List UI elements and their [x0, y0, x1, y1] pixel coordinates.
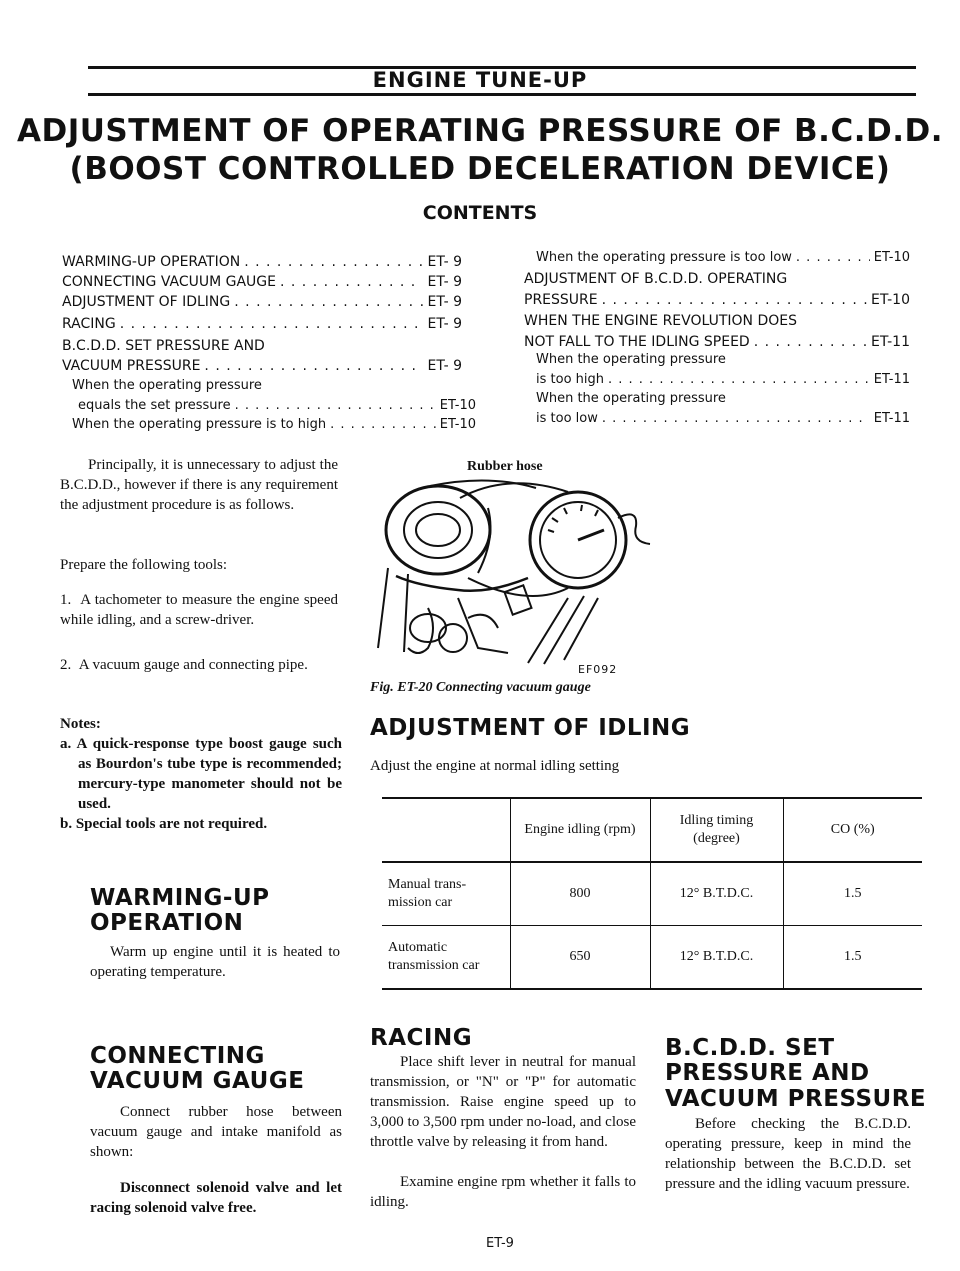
idling-spec-table	[382, 797, 922, 990]
table-row	[382, 926, 922, 990]
toc-item[interactable]: When the operating pressure is to high . . . ET-10	[72, 417, 476, 432]
toc-item[interactable]: ADJUSTMENT OF IDLING . . . ET- 9	[62, 294, 462, 310]
table-cell: 12° B.T.D.C.	[650, 926, 783, 990]
toc-item[interactable]: B.C.D.D. SET PRESSURE AND	[62, 338, 265, 354]
page-number: ET-9	[486, 1236, 514, 1251]
note-a: a. A quick-response type boost gauge such as Bourdon's tube type is recommended; mercury-type manometer should not be used.	[60, 736, 342, 812]
idling-heading: ADJUSTMENT OF IDLING	[370, 715, 691, 741]
prepare-tools-text: Prepare the following tools:	[60, 557, 228, 573]
table-cell: 800	[510, 862, 650, 926]
toc-item[interactable]: When the operating pressure	[536, 352, 726, 367]
tool-item-2: 2. A vacuum gauge and connecting pipe.	[60, 657, 308, 673]
toc-item[interactable]: equals the set pressure . . . ET-10	[78, 398, 476, 413]
figure-label-rubber-hose: Rubber hose	[467, 459, 543, 474]
figure-caption: Fig. ET-20 Connecting vacuum gauge	[370, 680, 591, 695]
note-b: b. Special tools are not required.	[60, 816, 268, 832]
table-cell: 12° B.T.D.C.	[650, 862, 783, 926]
table-cell: 1.5	[783, 926, 922, 990]
idling-text: Adjust the engine at normal idling setting	[370, 758, 620, 774]
page-title-line-1: ADJUSTMENT OF OPERATING PRESSURE OF B.C.D.D.	[16, 113, 943, 149]
toc-item[interactable]: PRESSURE . . . ET-10	[524, 292, 910, 308]
table-header-cell	[382, 798, 510, 862]
table-row	[382, 862, 922, 926]
toc-item[interactable]: WARMING-UP OPERATION . . . ET- 9	[62, 254, 462, 270]
table-cell: 1.5	[783, 862, 922, 926]
table-header-row	[382, 798, 922, 862]
racing-text-2: Examine engine rpm whether it falls to idling.	[370, 1174, 636, 1210]
table-cell: 650	[510, 926, 650, 990]
warming-up-heading: WARMING-UP OPERATION	[90, 885, 270, 937]
table-cell: Automatic transmission car	[382, 926, 510, 990]
contents-heading: CONTENTS	[422, 202, 538, 224]
racing-text: Place shift lever in neutral for manual transmission, or "N" or "P" for automatic transmission. Raise engine speed up to 3,000 to 3,500 rpm under no-load, and close throttle valve by releasing it from hand.	[370, 1054, 636, 1150]
toc-item[interactable]: CONNECTING VACUUM GAUGE . . . ET- 9	[62, 274, 462, 290]
page-title-line-2: (BOOST CONTROLLED DECELERATION DEVICE)	[69, 151, 891, 187]
toc-item[interactable]: NOT FALL TO THE IDLING SPEED . . . ET-11	[524, 334, 910, 350]
toc-item[interactable]: is too low . . . ET-11	[536, 411, 910, 426]
toc-item[interactable]: RACING . . . ET- 9	[62, 316, 462, 332]
figure-code: EF092	[578, 663, 618, 676]
racing-heading: RACING	[370, 1025, 473, 1051]
toc-item[interactable]: VACUUM PRESSURE . . . ET- 9	[62, 358, 462, 374]
toc-item[interactable]: is too high . . . ET-11	[536, 372, 910, 387]
page-title	[0, 112, 960, 188]
toc-item[interactable]: When the operating pressure is too low . . . ET-10	[536, 250, 910, 265]
toc-item[interactable]: WHEN THE ENGINE REVOLUTION DOES	[524, 313, 798, 329]
toc-item[interactable]: ADJUSTMENT OF B.C.D.D. OPERATING	[524, 271, 788, 287]
vacuum-gauge-illustration	[368, 478, 668, 668]
intro-paragraph: Principally, it is unnecessary to adjust the B.C.D.D., however if there is any requirement the adjustment procedure is as follows.	[60, 457, 338, 513]
connecting-heading: CONNECTING VACUUM GAUGE	[90, 1043, 305, 1095]
connecting-note: Disconnect solenoid valve and let racing solenoid valve free.	[90, 1180, 342, 1216]
header-bottom-rule	[88, 93, 916, 96]
table-header-cell: Idling timing (degree)	[650, 798, 783, 862]
table-cell: Manual trans-mission car	[382, 862, 510, 926]
bcdd-set-heading: B.C.D.D. SET PRESSURE AND VACUUM PRESSURE	[665, 1035, 927, 1112]
tool-item-1: 1. A tachometer to measure the engine speed while idling, and a screw-driver.	[60, 592, 338, 628]
section-header: ENGINE TUNE-UP	[372, 68, 588, 92]
warming-up-text: Warm up engine until it is heated to operating temperature.	[90, 944, 340, 980]
table-header-cell: Engine idling (rpm)	[510, 798, 650, 862]
toc-item[interactable]: When the operating pressure	[536, 391, 726, 406]
bcdd-set-text: Before checking the B.C.D.D. operating pressure, keep in mind the relationship between the B.C.D.D. set pressure and the idling vacuum pressure.	[665, 1116, 911, 1192]
table-header-cell: CO (%)	[783, 798, 922, 862]
toc-item[interactable]: When the operating pressure	[72, 378, 262, 393]
connecting-text: Connect rubber hose between vacuum gauge and intake manifold as shown:	[90, 1104, 342, 1160]
notes-heading: Notes:	[60, 716, 101, 732]
